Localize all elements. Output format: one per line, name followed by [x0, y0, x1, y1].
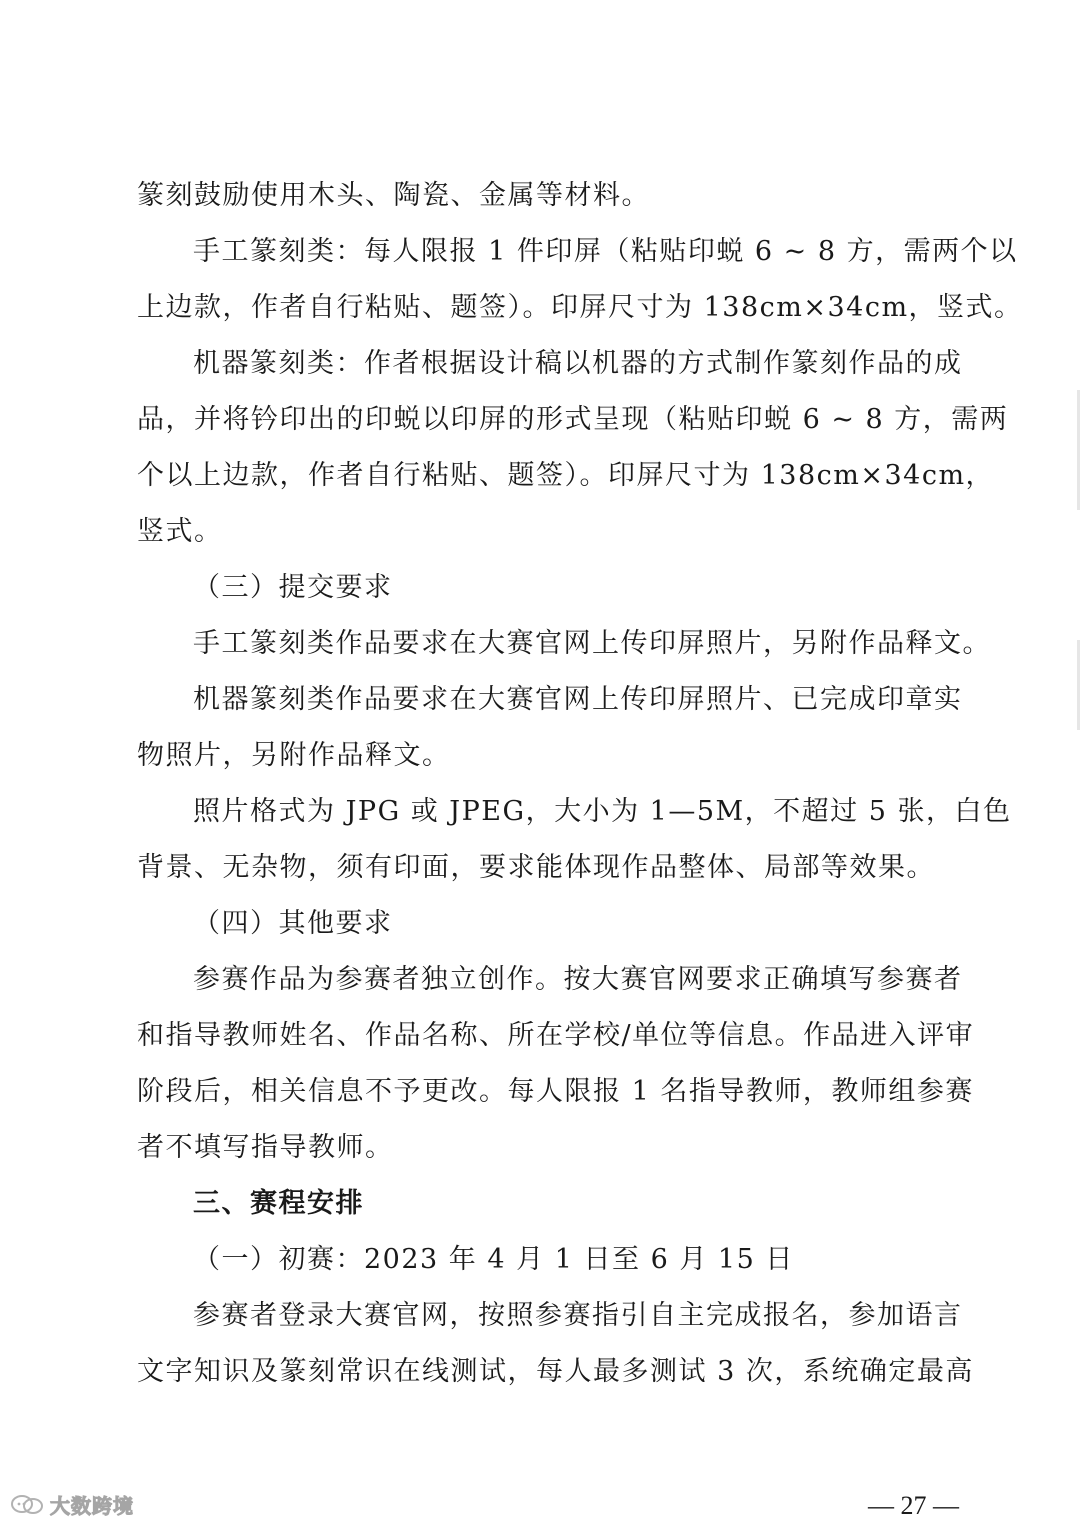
paragraph-line: 参赛作品为参赛者独立创作。按大赛官网要求正确填写参赛者	[193, 964, 963, 995]
section-heading: （四）其他要求	[193, 908, 393, 939]
watermark-text: 大数跨境	[50, 1494, 134, 1518]
paragraph-line: 竖式。	[137, 516, 223, 547]
subsection-heading: （一）初赛：2023 年 4 月 1 日至 6 月 15 日	[193, 1244, 794, 1275]
paragraph-line: 上边款，作者自行粘贴、题签）。印屏尺寸为 138cm×34cm，竖式。	[137, 292, 1023, 323]
paragraph-line: 手工篆刻类作品要求在大赛官网上传印屏照片，另附作品释文。	[193, 628, 991, 659]
paragraph-line: 机器篆刻类：作者根据设计稿以机器的方式制作篆刻作品的成	[193, 348, 963, 379]
paragraph-line: 篆刻鼓励使用木头、陶瓷、金属等材料。	[137, 180, 650, 211]
paragraph-line: 机器篆刻类作品要求在大赛官网上传印屏照片、已完成印章实	[193, 684, 963, 715]
paragraph-line: 参赛者登录大赛官网，按照参赛指引自主完成报名，参加语言	[193, 1300, 963, 1331]
paragraph-line: 品，并将钤印出的印蜕以印屏的形式呈现（粘贴印蜕 6 ~ 8 方，需两	[137, 404, 1009, 435]
paragraph-line: 背景、无杂物，须有印面，要求能体现作品整体、局部等效果。	[137, 852, 935, 883]
paragraph-line: 手工篆刻类：每人限报 1 件印屏（粘贴印蜕 6 ~ 8 方，需两个以	[193, 236, 1018, 267]
page-number: — 27 —	[868, 1491, 959, 1520]
paragraph-line: 者不填写指导教师。	[137, 1132, 394, 1163]
paragraph-line: 个以上边款，作者自行粘贴、题签）。印屏尺寸为 138cm×34cm，	[137, 460, 995, 491]
paragraph-line: 照片格式为 JPG 或 JPEG，大小为 1—5M，不超过 5 张，白色	[193, 796, 1012, 827]
watermark	[10, 1490, 134, 1519]
paragraph-line: 文字知识及篆刻常识在线测试，每人最多测试 3 次，系统确定最高	[137, 1356, 974, 1387]
paragraph-line: 阶段后，相关信息不予更改。每人限报 1 名指导教师，教师组参赛	[137, 1076, 974, 1107]
section-heading: （三）提交要求	[193, 572, 393, 603]
paragraph-line: 物照片，另附作品释文。	[137, 740, 451, 771]
chapter-heading: 三、赛程安排	[193, 1188, 364, 1219]
paragraph-line: 和指导教师姓名、作品名称、所在学校/单位等信息。作品进入评审	[137, 1020, 975, 1051]
chat-bubble-icon	[10, 1494, 44, 1516]
